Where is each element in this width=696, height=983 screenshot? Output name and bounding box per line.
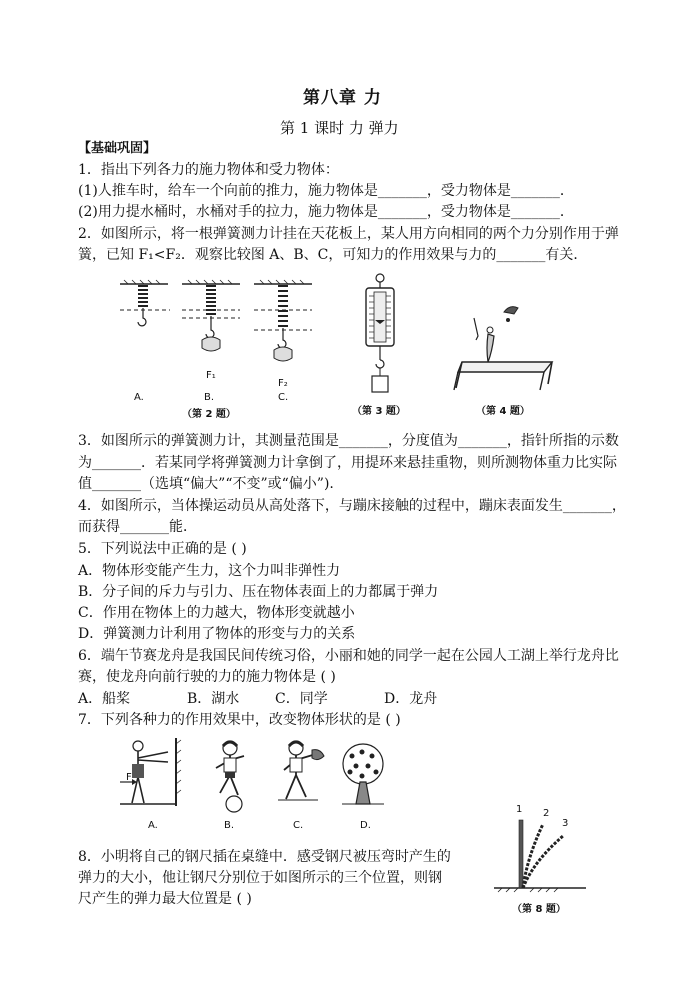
q8-line1: 8．小明将自己的钢尺插在桌缝中．感受钢尺被压弯时产生的 (78, 849, 451, 865)
fig8-caption: （第 8 题） (512, 904, 566, 915)
fig2-caption: （第 2 题） (182, 409, 236, 420)
q3-line2: 为_______．若某同学将弹簧测力计拿倒了，用提环来悬挂重物，则所测物体重力比实际 (78, 455, 617, 471)
q7-figure-c (272, 738, 328, 808)
q5-option-c: C．作用在物体上的力越大，物体形变就越小 (78, 605, 355, 621)
fig4-caption: （第 4 题） (476, 406, 530, 417)
q5-option-d: D．弹簧测力计利用了物体的形变与力的关系 (78, 626, 356, 642)
steel-ruler-figure (490, 810, 590, 896)
q7-label-b: B. (224, 820, 235, 831)
spring-figure (118, 278, 318, 390)
q6-option-d: D．龙舟 (384, 691, 438, 707)
q2-line2: 簧，已知 F₁<F₂．观察比较图 A、B、C，可知力的作用效果与力的_______有关． (78, 247, 588, 263)
ruler-position-1: 1 (516, 804, 523, 815)
q4-line2: 而获得_______能． (78, 519, 197, 535)
q7-label-d: D. (360, 820, 371, 831)
section-heading: 【基础巩固】 (78, 141, 157, 156)
q6-line1: 6．端午节赛龙舟是我国民间传统习俗，小丽和她的同学一起在公园人工湖上举行龙舟比 (78, 648, 619, 664)
spring-scale-figure (360, 272, 400, 396)
q2-line1: 2．如图所示，将一根弹簧测力计挂在天花板上，某人用方向相同的两个力分别作用于弹 (78, 226, 619, 242)
page-title: 第八章 力 (303, 88, 382, 108)
q7-stem: 7．下列各种力的作用效果中，改变物体形状的是 ( ) (78, 712, 401, 728)
trampoline-figure (452, 300, 556, 398)
q6-line2: 赛，使龙舟向前行驶的力的施力物体是 ( ) (78, 669, 336, 685)
q7-label-c: C. (293, 820, 304, 831)
ruler-position-3: 3 (562, 818, 569, 829)
q8-line2: 弹力的大小，他让钢尺分别位于如图所示的三个位置，则钢 (78, 870, 442, 886)
q5-option-b: B．分子间的斥力与引力、压在物体表面上的力都属于弹力 (78, 584, 439, 600)
q5-option-a: A．物体形变能产生力，这个力叫非弹性力 (78, 563, 341, 579)
spring-label-b: B. (204, 392, 215, 403)
q1-part-b: (2)用力提水桶时，水桶对手的拉力，施力物体是_______，受力物体是_______． (78, 204, 574, 220)
ruler-position-2: 2 (543, 808, 550, 819)
q4-line1: 4．如图所示，当体操运动员从高处落下，与蹦床接触的过程中，蹦床表面发生_______， (78, 498, 626, 514)
q3-line1: 3．如图所示的弹簧测力计，其测量范围是_______，分度值为_______，指针所指的示数 (78, 433, 619, 449)
q7-label-a: A. (148, 820, 158, 831)
force-label-f1: F₁ (206, 370, 216, 381)
q6-option-c: C．同学 (275, 691, 328, 707)
q1-stem: 1．指出下列各力的施力物体和受力物体： (78, 162, 339, 178)
fig3-caption: （第 3 题） (352, 406, 406, 417)
q7-figure-b (204, 738, 254, 814)
q1-part-a: (1)人推车时，给车一个向前的推力，施力物体是_______，受力物体是_______． (78, 183, 574, 199)
q7-figure-d (338, 742, 388, 808)
spring-label-c: C. (278, 392, 289, 403)
q6-option-b: B．湖水 (187, 691, 240, 707)
q3-line3: 值_______（选填“偏大”“不变”或“偏小”). (78, 476, 334, 492)
q7-force-label: F (126, 772, 132, 783)
force-label-f2: F₂ (278, 378, 288, 389)
spring-label-a: A. (134, 392, 144, 403)
q6-option-a: A．船桨 (78, 691, 131, 707)
q8-line3: 尺产生的弹力最大位置是 ( ) (78, 891, 252, 907)
q5-stem: 5．下列说法中正确的是 ( ) (78, 541, 247, 557)
lesson-subtitle: 第 1 课时 力 弹力 (280, 119, 399, 137)
